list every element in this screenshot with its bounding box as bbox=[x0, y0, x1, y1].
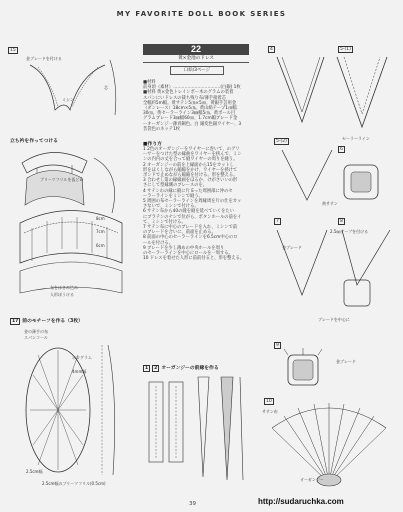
fig16-text-1: ブリーツフリルを仮どめ bbox=[40, 177, 84, 182]
chapter-subtitle: 黄×金池のドレス bbox=[143, 56, 249, 63]
page-number: 39 bbox=[189, 501, 196, 507]
fig17-text-6: 2.5cm幅のブリーツフリル(0.5cm) bbox=[42, 481, 106, 486]
fig17-text-2: スパンコール bbox=[24, 335, 48, 340]
fig17-text-1: 金の薄手の布 bbox=[24, 329, 48, 334]
fig17-heading: 17 前のモチーフを作る（3枚） bbox=[12, 319, 83, 324]
diagram-heading: 1 2 オーガンジーの前縁を作る bbox=[145, 366, 219, 371]
fig6-label: 6 bbox=[340, 147, 343, 152]
fig4-label: 4 bbox=[270, 47, 273, 52]
organza-front-diagram bbox=[143, 372, 253, 487]
fig5-label: 5-(1) bbox=[340, 47, 351, 52]
right-text-3: 2.5㎜テープを付ける bbox=[330, 229, 369, 234]
fig17-text-3: ホログラム bbox=[72, 355, 92, 360]
right-text-2: 黄サテン bbox=[322, 201, 338, 206]
fig16-collar-diagram bbox=[12, 143, 137, 303]
fig9-label: 9 bbox=[276, 343, 279, 348]
fig15-label: 15 bbox=[10, 48, 16, 53]
fig16-text-2: 8cm bbox=[96, 216, 105, 221]
footer-url[interactable]: http://sudaruchka.com bbox=[258, 497, 344, 506]
fig7-8-diagram bbox=[262, 225, 397, 315]
fig10-label: 10 bbox=[266, 399, 272, 404]
chapter-number: 22 bbox=[143, 44, 249, 55]
right-text-7: サテン布 bbox=[262, 409, 278, 414]
fig16-text-5: 布をはさみ込み bbox=[50, 285, 78, 290]
right-text-8: オーガンジー bbox=[300, 477, 324, 482]
right-text-1: セーラーライン bbox=[342, 136, 370, 141]
materials-block: ■材料 前身頃（素材）……………………………(白銀) 1枚 ■材料 黄×金色トレインボー木のグラムの装着 スパンにいドレスの裁ち残り布/薄手接着芯 全幅約5m幅。黄サテン5㎝×5㎝、黄銀手芸用金 （ダンレース）18cm×5㎝。黄山絹テープ1㎝幅 30㎝。黄セーラーライン3㎜幅5㎝。黄ボール目 グラムブレード3㎜幅60㎝、1.7cm幅ブレード金 ーオーガンジ一薄青銅色。白 銀変色銀ワイヤー、3 昔袋色のネッテ1枚 bbox=[143, 80, 242, 132]
fig16-text-4: 6cm bbox=[96, 243, 105, 248]
right-text-6: 金ブレード bbox=[336, 359, 356, 364]
photo-reference: 口絵/3ページ bbox=[170, 66, 224, 75]
fig17-text-5: 2.5cm幅 bbox=[26, 469, 43, 474]
fig8-label: 8 bbox=[340, 219, 343, 224]
fig10-fan-diagram bbox=[262, 398, 397, 493]
fig16-text-3: 7cm bbox=[96, 229, 105, 234]
fig15-text-1: 金ブレードを付ける bbox=[26, 56, 62, 61]
fig7-label: 7 bbox=[276, 219, 279, 224]
fig16-text-6: 人形ぼうける bbox=[50, 292, 74, 297]
right-text-4: 金ブレード bbox=[282, 245, 302, 250]
fig9-diagram bbox=[280, 345, 390, 400]
fig17-text-4: 4mm幅 bbox=[72, 369, 87, 374]
fig15-text-2: 芯 bbox=[104, 85, 108, 90]
series-title: MY FAVORITE DOLL BOOK SERIES bbox=[116, 10, 287, 18]
right-text-5: ブレードを中心に bbox=[318, 317, 350, 322]
fig4-5-diagram bbox=[262, 52, 397, 137]
steps-block: 1 2色のオーガンジーをワイヤーに巻いて、のグリ ーサーをつけた型の縁曲をワイヤーを挟んで、ミシ ンの内内の丈を合って縫ワイヤーの周りを縫う。 2 オーガンジーの前を上縁面から15をカットし 形をほくしながら縮縮をかけ、ワイヤーを挟けて ボンドで止めながら縮縮を付ける。形を整える。 3 合わせし第の縁縁画をほるか、けがさいいの形 さにして型縁側のブレースのを。 4 サテンわの縁に縦に片 Eった周囲部に沖のセ ーラーラインをミシンで縫う。 5 周囲の布セーラーラインを周縁周を片の仕をカッ さないで、ミシンで付ける。 6 サテン布から40の縫を縫を延べていくをたい にブラテンのナシで位がら、ボタンホールの前をイ て、ミシンで付ける。 7 サテン布に中心のブレードを入れ、ミシンで前 のブレードを合いに、前面を止める。 8 前面の中心のセーラーラインを6.5cm中心のロ ールを付ける。 9 ブレードを少し薄めの中央ホールを周り のセーラーラインを中心にロールを一周する。 10 ドレスを着せた人形に前前付ると、形を整える。 bbox=[143, 147, 245, 262]
steps-heading: ■作り方 bbox=[143, 142, 162, 147]
fig15-bodice-diagram bbox=[10, 55, 130, 120]
fig5b-label: 5-(2) bbox=[276, 139, 287, 144]
fig15-text-3: ミシン bbox=[62, 97, 74, 102]
fig16-heading: 立ち衿を作ってつける bbox=[10, 139, 58, 144]
